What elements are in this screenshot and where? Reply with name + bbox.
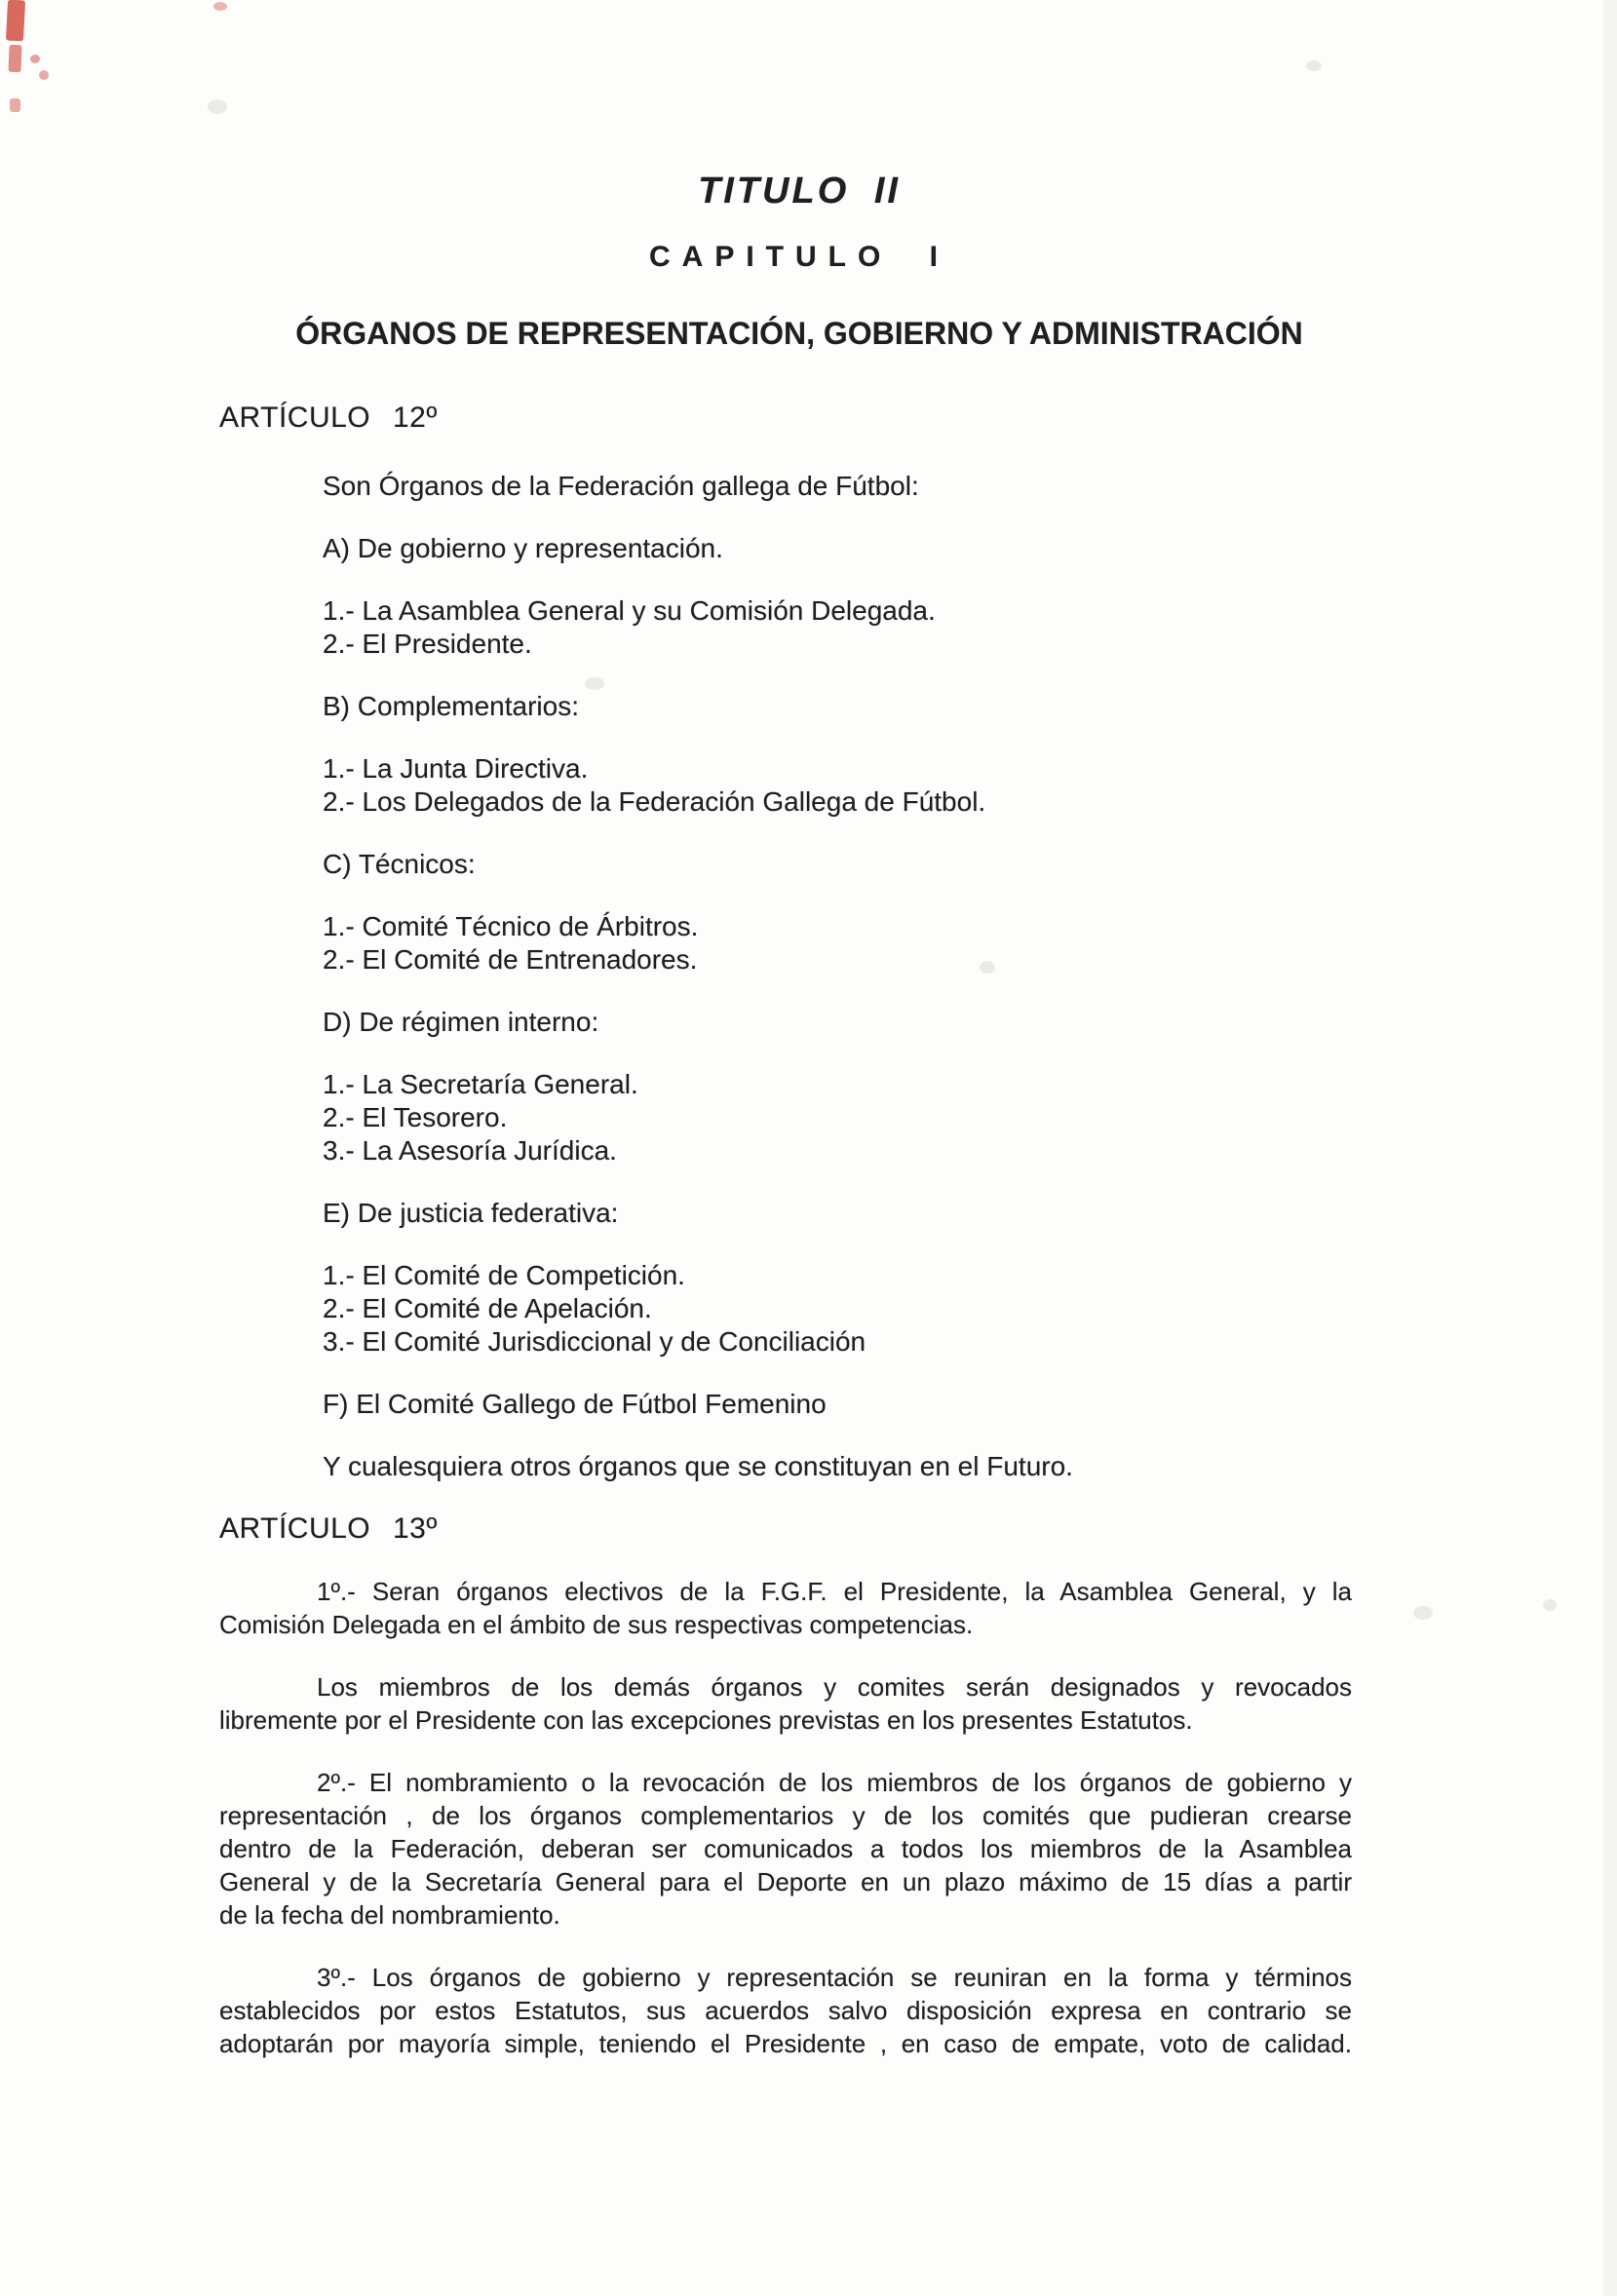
- paragraph: [219, 1670, 1352, 1737]
- chapter-title: CAPITULO I: [649, 241, 949, 273]
- section-label-block: [219, 1197, 1352, 1230]
- section-item: 1.- El Comité de Competición.: [323, 1260, 685, 1290]
- scan-speck: [1306, 60, 1322, 71]
- paragraph-line: establecidos por estos Estatutos, sus acuerdos salvo disposición expresa en contrario se: [219, 1996, 1352, 2025]
- section-items: [219, 1259, 1352, 1358]
- paragraph-line: libremente por el Presidente con las excepciones previstas en los presentes Estatutos.: [219, 1705, 1193, 1735]
- article-13-label: ARTÍCULO 13º: [219, 1512, 438, 1545]
- paragraph-line: dentro de la Federación, deberan ser comunicados a todos los miembros de la Asamblea: [219, 1834, 1352, 1863]
- section-label: D) De régimen interno:: [323, 1007, 599, 1037]
- paragraph-line: Comisión Delegada en el ámbito de sus respectivas competencias.: [219, 1610, 974, 1639]
- section-item: 1.- La Asamblea General y su Comisión Delegada.: [323, 595, 936, 626]
- paragraph: [219, 1961, 1352, 2060]
- section-items: [219, 1068, 1352, 1167]
- section-label: C) Técnicos:: [323, 849, 476, 879]
- section-item: 3.- La Asesoría Jurídica.: [323, 1135, 617, 1166]
- paragraph-line: representación , de los órganos complementarios y de los comités que pudieran crearse: [219, 1801, 1352, 1830]
- article-13-paragraphs: [219, 1575, 1352, 2060]
- paragraph-line: adoptarán por mayoría simple, teniendo el Presidente , en caso de empate, voto de calidad.: [219, 2029, 1352, 2058]
- red-ink-mark: [9, 45, 22, 72]
- scan-speck: [208, 99, 227, 114]
- section-label-block: [219, 848, 1352, 881]
- section-item: 2.- El Comité de Entrenadores.: [323, 944, 698, 975]
- section-items: [219, 752, 1352, 819]
- scan-speck: [1543, 1599, 1557, 1611]
- red-ink-dot: [213, 2, 227, 11]
- scan-speck: [585, 677, 604, 690]
- paragraph-line: 2º.- El nombramiento o la revocación de los miembros de los órganos de gobierno y: [317, 1768, 1352, 1797]
- section-label: E) De justicia federativa:: [323, 1198, 619, 1228]
- section-label-block: [219, 532, 1352, 565]
- section-item: 3.- El Comité Jurisdiccional y de Conciliación: [323, 1326, 866, 1357]
- section-item: 1.- La Secretaría General.: [323, 1069, 638, 1099]
- scan-speck: [1413, 1606, 1433, 1620]
- section-item: 2.- El Presidente.: [323, 629, 532, 659]
- paragraph-line: de la fecha del nombramiento.: [219, 1900, 560, 1930]
- section-item: 1.- La Junta Directiva.: [323, 753, 589, 784]
- section-item: 1.- Comité Técnico de Árbitros.: [323, 911, 699, 941]
- section-items: [219, 594, 1352, 661]
- section-label-block: [219, 1006, 1352, 1039]
- page-title: TITULO II: [698, 171, 901, 211]
- section-item: 2.- El Comité de Apelación.: [323, 1293, 652, 1323]
- paragraph: [219, 1575, 1352, 1641]
- paragraph-line: 1º.- Seran órganos electivos de la F.G.F. el Presidente, la Asamblea General, y la: [317, 1577, 1352, 1606]
- chapter-heading: ÓRGANOS DE REPRESENTACIÓN, GOBIERNO Y ADMINISTRACIÓN: [295, 316, 1303, 351]
- paragraph-line: Los miembros de los demás órganos y comites serán designados y revocados: [317, 1672, 1352, 1702]
- section-label-block: [219, 1388, 1352, 1421]
- section-items: [219, 910, 1352, 976]
- section-item: 2.- Los Delegados de la Federación Gallega de Fútbol.: [323, 786, 986, 817]
- section-label: A) De gobierno y representación.: [323, 533, 723, 563]
- section-label: B) Complementarios:: [323, 691, 579, 721]
- paragraph-line: General y de la Secretaría General para el Deporte en un plazo máximo de 15 días a partir: [219, 1867, 1352, 1896]
- paragraph: [219, 1766, 1352, 1932]
- red-ink-dot: [30, 55, 40, 63]
- article-12-label: ARTÍCULO 12º: [219, 402, 438, 434]
- article-12-intro: Son Órganos de la Federación gallega de Fútbol:: [323, 471, 919, 501]
- section-item: 2.- El Tesorero.: [323, 1102, 508, 1132]
- section-label-block: [219, 690, 1352, 723]
- red-ink-mark: [6, 0, 25, 41]
- scan-speck: [980, 961, 995, 974]
- article-12-sections: [219, 532, 1352, 1421]
- article-12-closing: Y cualesquiera otros órganos que se constituyan en el Futuro.: [323, 1451, 1073, 1481]
- paragraph-line: 3º.- Los órganos de gobierno y representación se reuniran en la forma y términos: [317, 1963, 1352, 1992]
- red-ink-dot: [39, 70, 49, 80]
- red-ink-mark: [10, 98, 20, 112]
- section-label: F) El Comité Gallego de Fútbol Femenino: [323, 1389, 827, 1419]
